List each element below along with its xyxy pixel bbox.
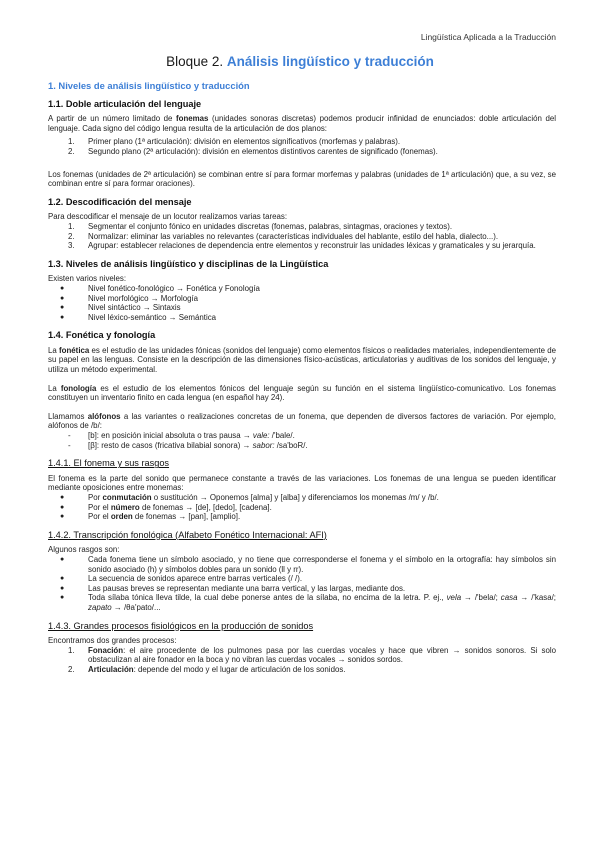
section-1-heading: 1. Niveles de análisis lingüístico y traducción: [48, 80, 250, 91]
list-item: ● Las pausas breves se representan mediante una barra vertical, y las largas, mediante dos.: [60, 583, 406, 593]
opposition-list: [48, 493, 556, 522]
section-1-4-heading: 1.4. Fonética y fonología: [48, 330, 156, 341]
paragraph-processes-intro: Encontramos dos grandes procesos:: [48, 636, 177, 646]
document-body: [48, 81, 556, 684]
allophones-list: [48, 431, 556, 450]
list-item: ● Nivel sintáctico → Sintaxis: [60, 303, 181, 313]
levels-list: [48, 284, 556, 322]
bullet-icon: ●: [60, 513, 65, 521]
list-item: - [b]: en posición inicial absoluta o tras pausa → vale: /'bale/.: [68, 431, 295, 441]
paragraph-levels-intro: Existen varios niveles:: [48, 274, 127, 284]
list-item: ● Toda sílaba tónica lleva tilde, la cual debe ponerse antes de la sílaba, no encima de la letra. P. ej., vela → /'bela/; casa → /'kasa/; zapato → /θa'pato/...: [60, 593, 556, 612]
bullet-icon: ●: [60, 594, 65, 602]
bullet-icon: ●: [60, 294, 65, 302]
bullet-icon: ●: [60, 304, 65, 312]
page-title: [0, 54, 600, 69]
bullet-icon: ●: [60, 584, 65, 592]
bullet-icon: ●: [60, 503, 65, 511]
list-item: ● Nivel fonético-fonológico → Fonética y Fonología: [60, 283, 260, 293]
decoding-list: [48, 222, 556, 251]
list-item: - [β]: resto de casos (fricativa bilabial sonora) → sabor: /sa'boR/.: [68, 440, 308, 450]
list-item: 1. Primer plano (1ª articulación): división en elementos significativos (morfemas y palabras).: [68, 137, 401, 147]
bullet-icon: ●: [60, 313, 65, 321]
title-prefix: Bloque 2.: [166, 54, 224, 69]
list-item: ● Cada fonema tiene un símbolo asociado, y no tiene que corresponderse el fonema y el símbolo en la ortografía: hay símbolos sin sonido asociado (h) y símbolos dobles para un sonido (ll y rr).: [60, 554, 556, 574]
list-item: ● La secuencia de sonidos aparece entre barras verticales (/ /).: [60, 574, 303, 584]
list-item: 2. Articulación: depende del modo y el lugar de articulación de los sonidos.: [68, 664, 346, 674]
paragraph-phonology: La fonología es el estudio de los elementos fónicos del lenguaje según su función en el sistema lingüístico-comunicativo. Los fonemas constituyen un inventario finito en cada lengua (en español hay 24).: [48, 383, 556, 403]
bullet-icon: ●: [60, 284, 65, 292]
section-1-4-2-heading: 1.4.2. Transcripción fonológica (Alfabeto Fonético Internacional: AFI): [48, 529, 327, 540]
list-item: ● Por el número de fonemas → [de], [dedo], [cadena].: [60, 502, 272, 512]
section-1-3-heading: 1.3. Niveles de análisis lingüístico y disciplinas de la Lingüística: [48, 258, 329, 269]
list-item: ● Por conmutación o sustitución → Oponemos [alma] y [alba] y diferenciamos los monemas /m/ y /b/.: [60, 493, 439, 502]
paragraph-double-articulation: A partir de un número limitado de fonemas (unidades sonoras discretas) podemos producir infinidad de enunciados: doble articulación del lenguaje. Cada signo del código lengua resulta de la articulación de dos planos:: [48, 114, 556, 133]
list-item: 1. Fonación: el aire procedente de los pulmones pasa por las cuerdas vocales y hace que vibren → sonidos sonoros. Si solo obstaculizan al aire fonador en la boca y no vibran las cuerdas vocales → sonidos sordos.: [68, 645, 556, 665]
section-1-4-1-heading: 1.4.1. El fonema y sus rasgos: [48, 458, 170, 469]
list-item: 3. Agrupar: establecer relaciones de dependencia entre elementos y reconstruir las unidades léxicas y gramaticales y su jerarquía.: [68, 241, 536, 251]
bullet-icon: ●: [60, 555, 65, 563]
paragraph-phoneme-traits: El fonema es la parte del sonido que permanece constante a través de las variaciones. Los fonemas de una lengua se pueden identificar mediante oposiciones entre monemas:: [48, 473, 556, 493]
section-1-1-heading: 1.1. Doble articulación del lenguaje: [48, 98, 202, 109]
running-header: Lingüística Aplicada a la Traducción: [420, 32, 556, 42]
list-item: 1. Segmentar el conjunto fónico en unidades discretas (fonemas, palabras, sintagmas, oraciones y textos).: [68, 221, 453, 231]
section-1-2-heading: 1.2. Descodificación del mensaje: [48, 196, 192, 207]
list-item: ● Nivel léxico-semántico → Semántica: [60, 312, 217, 322]
list-item: ● Nivel morfológico → Morfología: [60, 293, 199, 303]
paragraph-phonemes: Los fonemas (unidades de 2ª articulación) se combinan entre sí para formar morfemas y palabras (unidades de 1ª articulación) que, a su vez, se combinan entre sí para formar oraciones).: [48, 169, 556, 189]
afi-list: [48, 555, 556, 613]
section-1-4-3-heading: 1.4.3. Grandes procesos fisiológicos en la producción de sonidos: [48, 620, 314, 631]
bullet-icon: ●: [60, 494, 65, 501]
bullet-icon: ●: [60, 575, 65, 583]
processes-list: [48, 646, 556, 675]
list-item: 2. Segundo plano (2ª articulación): división en elementos distintivos carentes de significado (fonemas).: [68, 146, 438, 156]
paragraph-phonetics: La fonética es el estudio de las unidades fónicas (sonidos del lenguaje) como elementos físicos o realidades materiales, independientemente de su papel en las lenguas. Consiste en la descripción de las dimensiones físico-acústicas, articulatorias y auditivas de los sonidos del lenguaje, y utiliza un método experimental.: [48, 345, 556, 375]
title-accent: Análisis lingüístico y traducción: [226, 54, 434, 69]
list-item: ● Por el orden de fonemas → [pan], [amplio].: [60, 512, 241, 522]
paragraph-allophones: Llamamos alófonos a las variantes o realizaciones concretas de un fonema, que dependen de diversos factores de variación. Por ejemplo, alófonos de /b/:: [48, 411, 556, 431]
paragraph-afi-intro: Algunos rasgos son:: [48, 545, 120, 555]
list-item: 2. Normalizar: eliminar las variables no relevantes (características individuales del hablante, estilo del habla, dialecto...).: [68, 231, 499, 241]
paragraph-decoding-intro: Para descodificar el mensaje de un locutor realizamos varias tareas:: [48, 212, 288, 222]
articulation-list: [48, 137, 556, 156]
